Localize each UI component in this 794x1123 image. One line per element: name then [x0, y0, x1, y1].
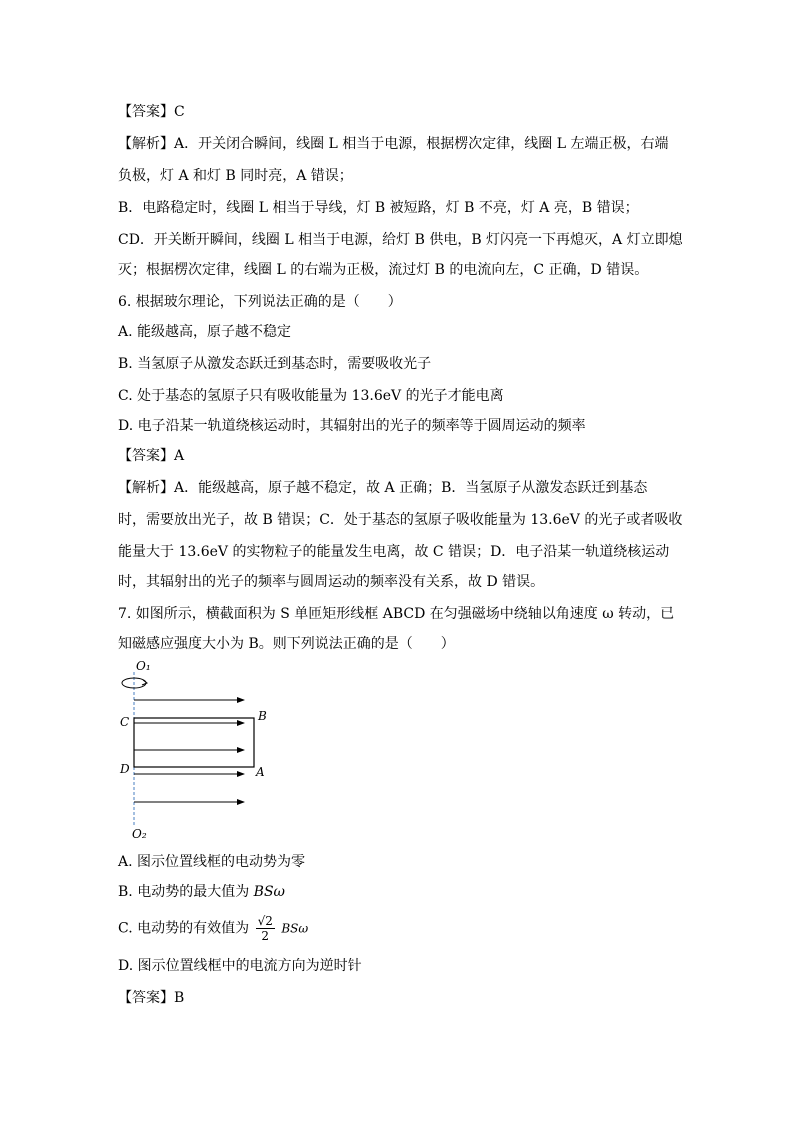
q6-option-b: B. 当氢原子从激发态跃迁到基态时，需要吸收光子: [118, 356, 432, 372]
q6-analysis-line-1: 【解析】A．能级越高，原子越不稳定，故 A 正确；B．当氢原子从激发态跃迁到基态: [118, 480, 648, 496]
q7-option-c-expression: BSω: [281, 921, 309, 936]
label-o2: O₂: [132, 827, 147, 841]
q6-option-c: C. 处于基态的氢原子只有吸收能量为 13.6eV 的光子才能电离: [118, 388, 504, 404]
q6-option-a: A. 能级越高，原子越不稳定: [118, 324, 292, 340]
label-c: C: [120, 715, 130, 729]
label-d: D: [120, 762, 130, 776]
rotating-coil-figure: [112, 658, 282, 848]
q6-stem: 6. 根据玻尔理论，下列说法正确的是（ ）: [118, 294, 402, 310]
q6-option-d: D. 电子沿某一轨道绕核运动时，其辐射出的光子的频率等于圆周运动的频率: [118, 418, 586, 434]
q7-option-d: D. 图示位置线框中的电流方向为逆时针: [118, 958, 362, 974]
q6-answer: 【答案】A: [118, 448, 185, 464]
q7-option-c: [118, 914, 308, 943]
rectangular-coil: [134, 718, 254, 767]
fraction-numerator: √2: [257, 914, 273, 928]
q7-answer: 【答案】B: [118, 990, 185, 1006]
q7-stem-line-2: 知磁感应强度大小为 B。则下列说法正确的是（ ）: [118, 636, 455, 652]
q6-analysis-line-4: 时，其辐射出的光子的频率与圆周运动的频率没有关系，故 D 错误。: [118, 574, 545, 590]
q7-option-c-fraction: [256, 914, 275, 943]
label-o1: O₁: [136, 659, 151, 673]
label-a: A: [256, 765, 265, 779]
q6-analysis-line-3: 能量大于 13.6eV 的实物粒子的能量发生电离，故 C 错误；D．电子沿某一轨道绕核运动: [118, 544, 670, 560]
q5-analysis-line-5: 灭；根据楞次定律，线圈 L 的右端为正极，流过灯 B 的电流向左，C 正确，D 错误。: [118, 262, 649, 278]
q7-option-b-text: B. 电动势的最大值为: [118, 884, 250, 900]
q7-option-b: [118, 882, 285, 902]
q5-analysis-line-2: 负极，灯 A 和灯 B 同时亮，A 错误；: [118, 168, 353, 184]
label-b: B: [258, 709, 267, 723]
q5-analysis-line-3: B．电路稳定时，线圈 L 相当于导线，灯 B 被短路，灯 B 不亮，灯 A 亮，B 错误；: [118, 200, 639, 216]
q7-stem-line-1: 7. 如图所示，横截面积为 S 单匝矩形线框 ABCD 在匀强磁场中绕轴以角速度 ω 转动，已: [118, 606, 675, 622]
q5-analysis-line-1: 【解析】A．开关闭合瞬间，线圈 L 相当于电源，根据楞次定律，线圈 L 左端正极，右端: [118, 136, 669, 152]
q5-analysis-line-4: CD．开关断开瞬间，线圈 L 相当于电源，给灯 B 供电，B 灯闪亮一下再熄灭，A 灯立即熄: [118, 232, 683, 248]
q7-option-c-text: C. 电动势的有效值为: [118, 920, 250, 937]
q6-analysis-line-2: 时，需要放出光子，故 B 错误；C．处于基态的氢原子吸收能量为 13.6eV 的光子或者吸收: [118, 512, 683, 528]
q5-answer: 【答案】C: [118, 104, 185, 120]
q7-option-b-expression: BSω: [253, 884, 285, 900]
fraction-denominator: 2: [261, 929, 270, 943]
q7-option-a: A. 图示位置线框的电动势为零: [118, 854, 306, 870]
